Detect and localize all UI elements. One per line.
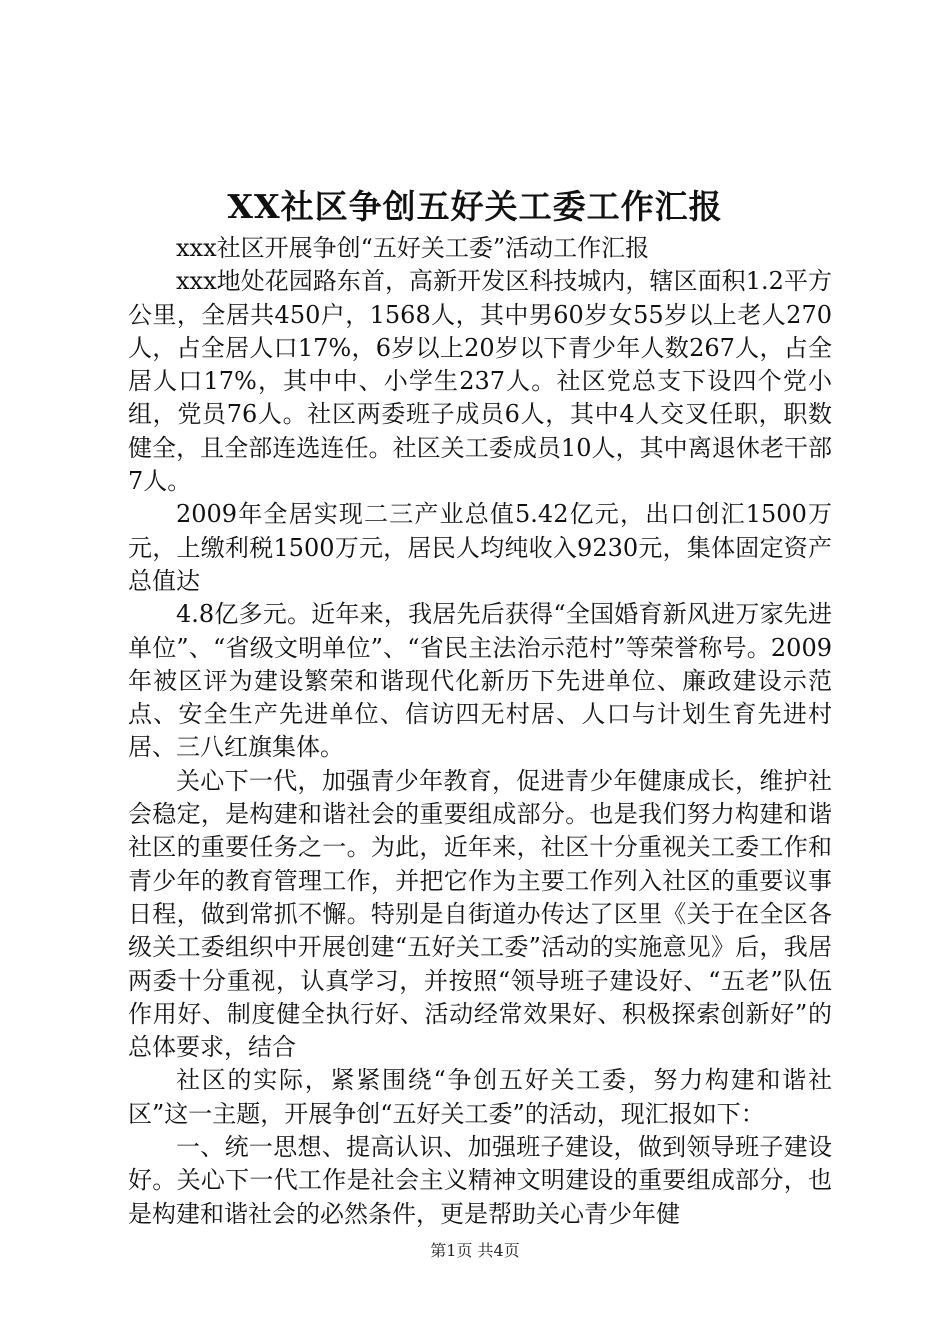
paragraph-overview: xxx地处花园路东首，高新开发区科技城内，辖区面积1.2平方公里，全居共450户，1568人，其中男60岁女55岁以上老人270人，占全居人口17%，6岁以上20岁以下青少年人数267人，占全居人口17%，其中中、小学生237人。社区党总支下设四个党小组，党员76人。社区两委班子成员6人，其中4人交叉任职，职数健全，且全部连选连任。社区关工委成员10人，其中离退休老干部7人。 — [128, 267, 832, 496]
page-number-footer: 第1页 共4页 — [430, 1241, 520, 1260]
paragraph-economy: 2009年全居实现二三产业总值5.42亿元，出口创汇1500万元，上缴利税1500万元，居民人均纯收入9230元，集体固定资产总值达 — [128, 500, 832, 595]
paragraph-subtitle: xxx社区开展争创“五好关工委”活动工作汇报 — [176, 234, 650, 262]
paragraph-section-one: 一、统一思想、提高认识、加强班子建设，做到领导班子建设好。关心下一代工作是社会主义精神文明建设的重要组成部分，也是构建和谐社会的必然条件，更是帮助关心青少年健 — [128, 1133, 832, 1228]
paragraph-youth-care: 关心下一代，加强青少年教育，促进青少年健康成长，维护社会稳定，是构建和谐社会的重要组成部分。也是我们努力构建和谐社区的重要任务之一。为此，近年来，社区十分重视关工委工作和青少年的教育管理工作，并把它作为主要工作列入社区的重要议事日程，做到常抓不懈。特别是自街道办传达了区里《关于在全区各级关工委组织中开展创建“五好关工委”活动的实施意见》后，我居两委十分重视，认真学习，并按照“领导班子建设好、“五老”队伍作用好、制度健全执行好、活动经常效果好、积极探索创新好”的总体要求，结合 — [128, 766, 832, 1062]
paragraph-honors: 4.8亿多元。近年来，我居先后获得“全国婚育新风进万家先进单位”、“省级文明单位”、“省民主法治示范村”等荣誉称号。2009年被区评为建设繁荣和谐现代化新历下先进单位、廉政建设示范点、安全生产先进单位、信访四无村居、人口与计划生育先进村居、三八红旗集体。 — [128, 600, 832, 762]
document-body — [128, 232, 832, 1231]
paragraph-theme: 社区的实际，紧紧围绕“争创五好关工委，努力构建和谐社区”这一主题，开展争创“五好关工委”的活动，现汇报如下： — [128, 1066, 832, 1128]
document-title: XX社区争创五好关工委工作汇报 — [227, 187, 723, 226]
